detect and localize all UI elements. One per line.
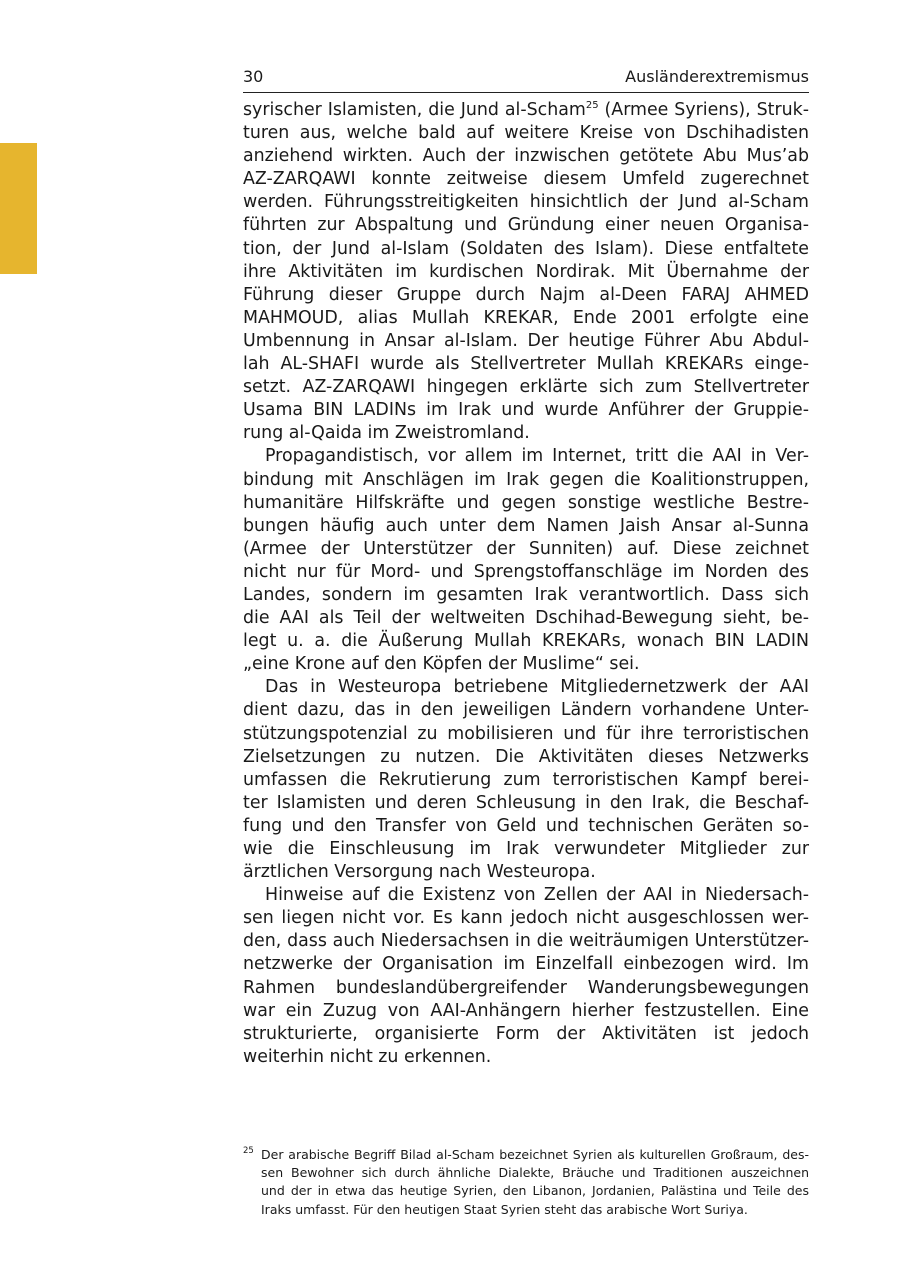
chapter-color-tab: [0, 143, 37, 274]
footnote-line: sen Bewohner sich durch ähnliche Dialekte, Bräuche und Traditionen auszeichnen: [261, 1165, 809, 1181]
text-line-content: humanitäre Hilfskräfte und gegen sonstige westliche Bestre-: [243, 492, 809, 513]
text-line: [243, 792, 809, 815]
text-line: [243, 1046, 809, 1069]
text-line: [243, 953, 809, 976]
text-line: [243, 145, 809, 168]
text-line: [243, 815, 809, 838]
text-line-content: MAHMOUD, alias Mullah KREKAR, Ende 2001 erfolgte eine: [243, 307, 809, 328]
footnote-reference[interactable]: 25: [585, 100, 599, 111]
text-line: [243, 746, 809, 769]
text-line: [243, 122, 809, 145]
text-line-content: (Armee Syriens), Struk-: [598, 100, 809, 120]
text-line-content: syrischer Islamisten, die Jund al-Scham: [243, 100, 586, 120]
text-line: [243, 492, 809, 515]
text-line-content: bungen häufig auch unter dem Namen Jaish Ansar al-Sunna: [243, 515, 809, 536]
text-line-content: die AAI als Teil der weltweiten Dschihad-Bewegung sieht, be-: [243, 608, 809, 629]
text-line: [243, 930, 809, 953]
text-line: [243, 330, 809, 353]
text-line: [243, 376, 809, 399]
text-line: [243, 630, 809, 653]
text-line: [243, 884, 809, 907]
text-line-content: (Armee der Unterstützer der Sunniten) auf. Diese zeichnet: [243, 538, 809, 559]
text-line: [243, 353, 809, 376]
footnote-body: [261, 1146, 809, 1219]
text-line-content: nicht nur für Mord- und Sprengstoffanschläge im Norden des: [243, 561, 809, 582]
text-line-content: Landes, sondern im gesamten Irak verantwortlich. Dass sich: [243, 584, 809, 605]
text-line-content: stützungspotenzial zu mobilisieren und für ihre terroristischen: [243, 723, 809, 744]
text-line-content: anziehend wirkten. Auch der inzwischen getötete Abu Mus’ab: [243, 146, 809, 167]
text-line-content: „eine Krone auf den Köpfen der Muslime“ sei.: [243, 654, 640, 675]
page-header: [243, 66, 809, 93]
text-line-content: war ein Zuzug von AAI-Anhängern hierher festzustellen. Eine: [243, 1000, 809, 1021]
text-line: [243, 769, 809, 792]
footnote-line: Der arabische Begriff Bilad al-Scham bezeichnet Syrien als kulturellen Großraum, des-: [261, 1147, 809, 1162]
text-line-content: bindung mit Anschlägen im Irak gegen die Koalitionstruppen,: [243, 469, 809, 490]
text-line: [243, 653, 809, 676]
footnote-marker: 25: [243, 1146, 254, 1156]
text-line-content: Das in Westeuropa betriebene Mitgliedernetzwerk der AAI: [265, 677, 809, 698]
text-line-content: werden. Führungsstreitigkeiten hinsichtlich der Jund al-Scham: [243, 192, 809, 213]
text-line: [243, 515, 809, 538]
text-line-content: sen liegen nicht vor. Es kann jedoch nicht ausgeschlossen wer-: [243, 908, 809, 929]
text-line: [243, 676, 809, 699]
text-line-content: dient dazu, das in den jeweiligen Ländern vorhandene Unter-: [243, 700, 809, 721]
text-line-content: ter Islamisten und deren Schleusung in den Irak, die Beschaf-: [243, 792, 809, 813]
text-line: [243, 469, 809, 492]
page-number: 30: [243, 67, 264, 86]
text-line: [243, 861, 809, 884]
text-line: [243, 399, 809, 422]
text-line-content: Rahmen bundeslandübergreifender Wanderungsbewegungen: [243, 977, 809, 998]
text-line-content: wie die Einschleusung im Irak verwundeter Mitglieder zur: [243, 839, 809, 859]
text-line: [243, 699, 809, 722]
text-line-content: Propagandistisch, vor allem im Internet, tritt die AAI in Ver-: [265, 446, 809, 467]
text-line: [243, 422, 809, 445]
text-line-content: ärztlichen Versorgung nach Westeuropa.: [243, 862, 596, 883]
text-line: [243, 561, 809, 584]
text-line: [243, 445, 809, 468]
text-line: [243, 214, 809, 237]
body-text: [243, 99, 809, 1069]
text-line-content: netzwerke der Organisation im Einzelfall einbezogen wird. Im: [243, 954, 809, 975]
footnote-line: und der in etwa das heutige Syrien, den Libanon, Jordanien, Palästina und Teile des: [261, 1183, 809, 1199]
text-line-content: turen aus, welche bald auf weitere Kreise von Dschihadisten: [243, 123, 809, 144]
text-line-content: Usama BIN LADINs im Irak und wurde Anführer der Gruppie-: [243, 400, 809, 421]
text-line: [243, 1000, 809, 1023]
text-line-content: Umbennung in Ansar al-Islam. Der heutige Führer Abu Abdul-: [243, 330, 809, 351]
text-line-content: den, dass auch Niedersachsen in die weiträumigen Unterstützer-: [243, 931, 809, 952]
text-line-content: strukturierte, organisierte Form der Aktivitäten ist jedoch: [243, 1023, 809, 1044]
text-line-content: fung und den Transfer von Geld und technischen Geräten so-: [243, 815, 809, 836]
text-line: [243, 284, 809, 307]
text-line: [243, 584, 809, 607]
text-line: [243, 907, 809, 930]
text-line-content: AZ-ZARQAWI konnte zeitweise diesem Umfeld zugerechnet: [243, 169, 809, 190]
text-line-content: führten zur Abspaltung und Gründung einer neuen Organisa-: [243, 215, 809, 236]
text-line: [243, 838, 809, 861]
footnote-line: Iraks umfasst. Für den heutigen Staat Syrien steht das arabische Wort Suriya.: [261, 1201, 748, 1217]
text-line: [243, 168, 809, 191]
text-line-content: setzt. AZ-ZARQAWI hingegen erklärte sich zum Stellvertreter: [243, 377, 809, 398]
text-line-content: Führung dieser Gruppe durch Najm al-Deen FARAJ AHMED: [243, 284, 809, 305]
text-line: [243, 607, 809, 630]
text-line-content: lah AL-SHAFI wurde als Stellvertreter Mullah KREKARs einge-: [243, 354, 809, 375]
text-line: [243, 261, 809, 284]
text-line-content: tion, der Jund al-Islam (Soldaten des Islam). Diese entfaltete: [243, 238, 809, 259]
running-head: Ausländerextremismus: [625, 67, 809, 86]
text-line: [243, 538, 809, 561]
text-line: [243, 1023, 809, 1046]
footnote: [243, 1146, 809, 1219]
text-line: [243, 307, 809, 330]
text-line-content: rung al-Qaida im Zweistromland.: [243, 423, 530, 444]
text-line: [243, 191, 809, 214]
text-line-content: legt u. a. die Äußerung Mullah KREKARs, wonach BIN LADIN: [243, 631, 809, 652]
text-line-content: umfassen die Rekrutierung zum terroristischen Kampf berei-: [243, 769, 809, 790]
text-line-content: weiterhin nicht zu erkennen.: [243, 1046, 492, 1067]
text-line-content: Zielsetzungen zu nutzen. Die Aktivitäten dieses Netzwerks: [243, 746, 809, 767]
text-line: [243, 99, 809, 122]
text-line: [243, 238, 809, 261]
text-line: [243, 977, 809, 1000]
text-line-content: ihre Aktivitäten im kurdischen Nordirak. Mit Übernahme der: [243, 261, 809, 282]
text-line: [243, 723, 809, 746]
text-line-content: Hinweise auf die Existenz von Zellen der AAI in Niedersach-: [265, 885, 809, 906]
